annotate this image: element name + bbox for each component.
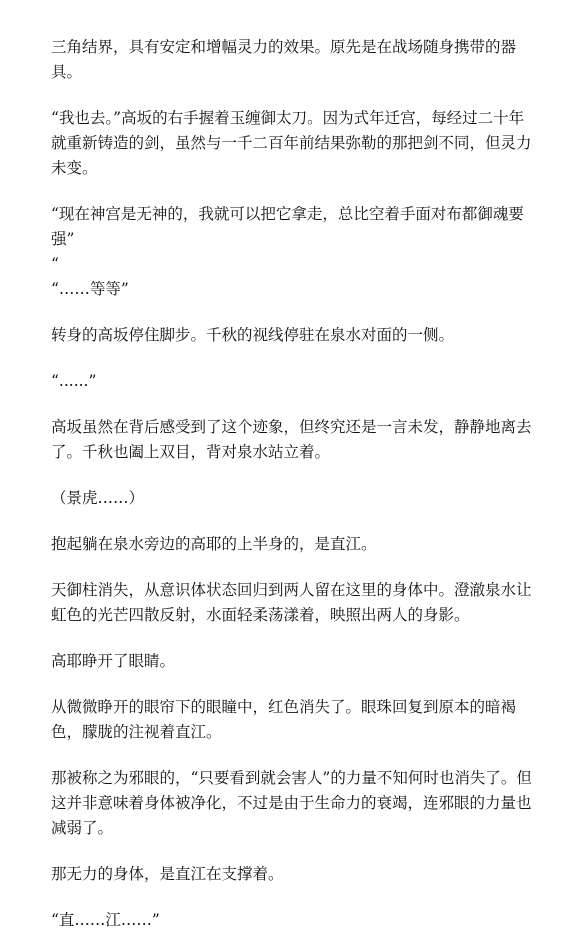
paragraph-11: 天御柱消失，从意识体状态回归到两人留在这里的身体中。澄澈泉水让虹色的光芒四散反射，水面轻柔荡漾着，映照出两人的身影。	[51, 581, 532, 624]
paragraph-1: 三角结界，具有安定和增幅灵力的效果。原先是在战场随身携带的器具。	[51, 38, 517, 81]
paragraph-9: （景虎……）	[51, 489, 145, 507]
paragraph-15: 那无力的身体，是直江在支撑着。	[51, 865, 284, 883]
paragraph-13: 从微微睁开的眼帘下的眼瞳中，红色消失了。眼珠回复到原本的暗褐色，朦胧的注视着直江。	[51, 698, 517, 741]
paragraph-10: 抱起躺在泉水旁边的高耶的上半身的，是直江。	[51, 535, 377, 553]
paragraph-6: 转身的高坂停住脚步。千秋的视线停驻在泉水对面的一侧。	[51, 326, 455, 344]
paragraph-8: 高坂虽然在背后感受到了这个迹象，但终究还是一言未发，静静地离去了。千秋也阖上双目，背对泉水站立着。	[51, 418, 532, 461]
paragraph-2: “我也去。”高坂的右手握着玉缠御太刀。因为式年迁宫，每经过二十年就重新铸造的剑，虽然与一千二百年前结果弥勒的那把剑不同，但灵力未变。	[51, 109, 532, 177]
paragraph-14: 那被称之为邪眼的，“只要看到就会害人”的力量不知何时也消失了。但这并非意味着身体被净化，不过是由于生命力的衰竭，连邪眼的力量也减弱了。	[51, 769, 532, 837]
paragraph-16: “直……江……”	[51, 911, 160, 929]
paragraph-3: “现在神宫是无神的，我就可以把它拿走，总比空着手面对布都御魂要强”	[51, 205, 524, 248]
paragraph-5: “……等等”	[51, 280, 129, 298]
paragraph-7: “......”	[51, 372, 97, 390]
document-page	[51, 35, 535, 933]
paragraph-12: 高耶睁开了眼睛。	[51, 652, 176, 670]
paragraph-4: “	[51, 255, 59, 273]
